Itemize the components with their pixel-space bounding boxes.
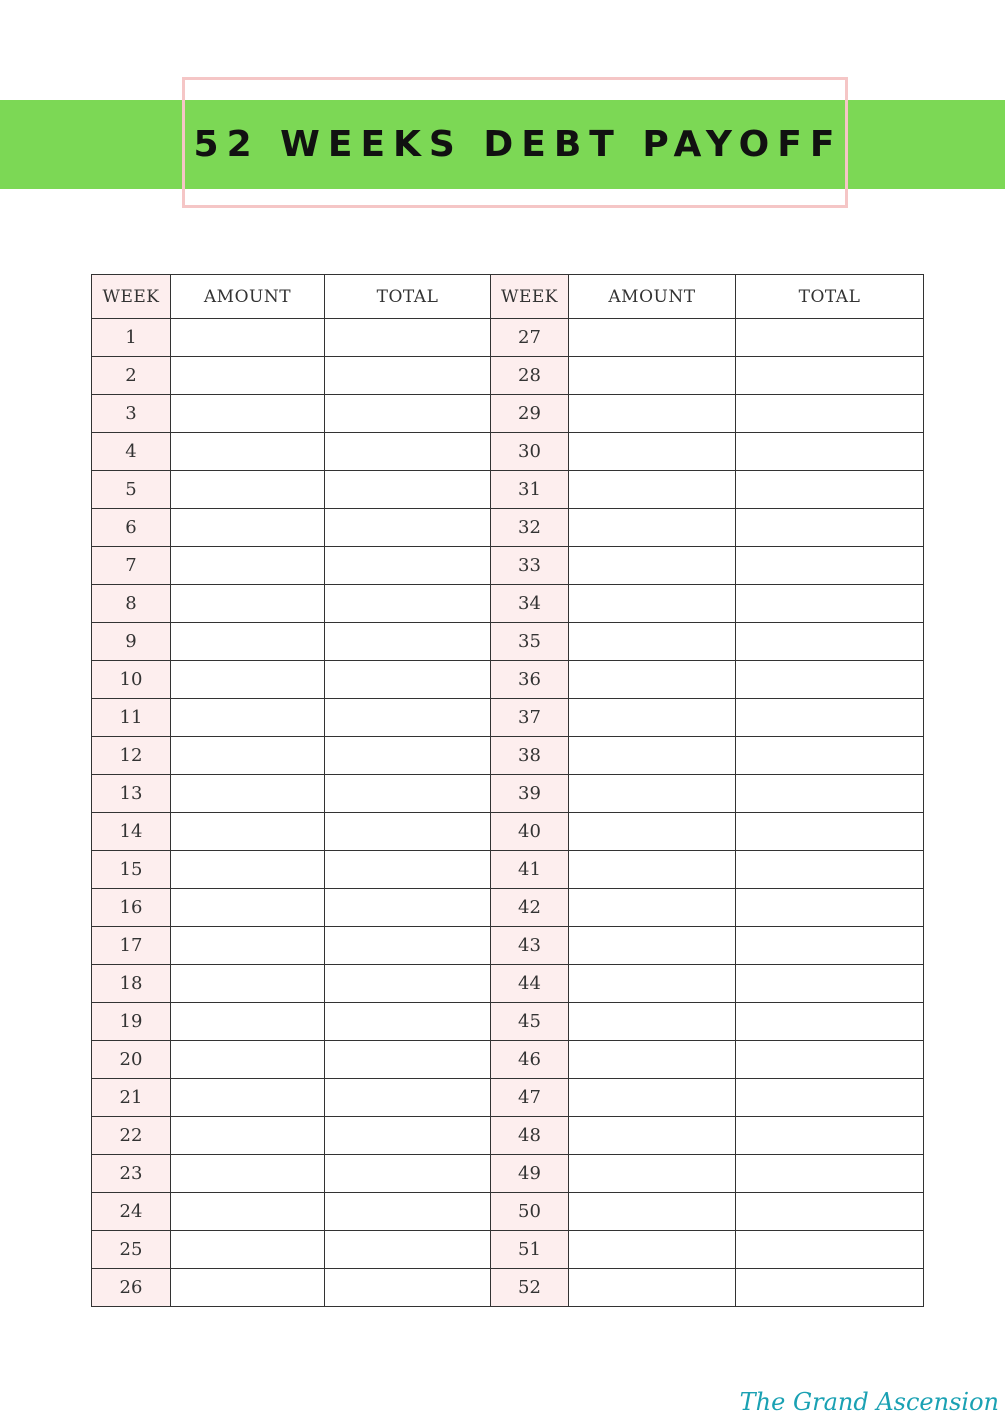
table-row [92, 585, 924, 623]
total-cell[interactable] [325, 889, 491, 927]
week-number: 52 [491, 1269, 569, 1307]
week-number: 23 [92, 1155, 171, 1193]
amount-cell[interactable] [569, 965, 736, 1003]
amount-cell[interactable] [171, 585, 325, 623]
amount-cell[interactable] [569, 1155, 736, 1193]
amount-cell[interactable] [569, 319, 736, 357]
total-cell[interactable] [736, 1155, 924, 1193]
total-cell[interactable] [325, 661, 491, 699]
table-row [92, 547, 924, 585]
total-cell[interactable] [325, 395, 491, 433]
week-number: 42 [491, 889, 569, 927]
amount-cell[interactable] [569, 1193, 736, 1231]
amount-cell[interactable] [171, 357, 325, 395]
week-number: 14 [92, 813, 171, 851]
debt-payoff-table [91, 274, 924, 1307]
amount-cell[interactable] [171, 813, 325, 851]
total-cell[interactable] [736, 547, 924, 585]
amount-cell[interactable] [171, 471, 325, 509]
week-number: 10 [92, 661, 171, 699]
total-cell[interactable] [736, 1269, 924, 1307]
amount-cell[interactable] [171, 1117, 325, 1155]
amount-cell[interactable] [171, 1155, 325, 1193]
table-row [92, 623, 924, 661]
week-number: 33 [491, 547, 569, 585]
amount-cell[interactable] [171, 661, 325, 699]
total-cell[interactable] [736, 1079, 924, 1117]
amount-cell[interactable] [569, 433, 736, 471]
total-cell[interactable] [325, 623, 491, 661]
amount-cell[interactable] [171, 1079, 325, 1117]
amount-cell[interactable] [171, 547, 325, 585]
total-cell[interactable] [325, 471, 491, 509]
total-cell[interactable] [325, 1155, 491, 1193]
amount-cell[interactable] [171, 1269, 325, 1307]
week-number: 41 [491, 851, 569, 889]
amount-cell[interactable] [569, 471, 736, 509]
total-cell[interactable] [736, 699, 924, 737]
week-number: 17 [92, 927, 171, 965]
column-header-week: WEEK [491, 275, 569, 319]
amount-cell[interactable] [569, 813, 736, 851]
total-cell[interactable] [325, 1079, 491, 1117]
table-row [92, 509, 924, 547]
page-title: 52 WEEKS DEBT PAYOFF [193, 124, 843, 165]
table-row [92, 433, 924, 471]
total-cell[interactable] [325, 851, 491, 889]
amount-cell[interactable] [569, 1117, 736, 1155]
week-number: 11 [92, 699, 171, 737]
amount-cell[interactable] [171, 737, 325, 775]
table-row [92, 1155, 924, 1193]
table-row [92, 1231, 924, 1269]
total-cell[interactable] [736, 1003, 924, 1041]
total-cell[interactable] [325, 1269, 491, 1307]
week-number: 15 [92, 851, 171, 889]
total-cell[interactable] [325, 1193, 491, 1231]
total-cell[interactable] [736, 1117, 924, 1155]
amount-cell[interactable] [569, 1269, 736, 1307]
amount-cell[interactable] [171, 433, 325, 471]
total-cell[interactable] [736, 851, 924, 889]
amount-cell[interactable] [171, 927, 325, 965]
week-number: 29 [491, 395, 569, 433]
week-number: 25 [92, 1231, 171, 1269]
total-cell[interactable] [325, 699, 491, 737]
total-cell[interactable] [736, 623, 924, 661]
table-header-row [92, 275, 924, 319]
amount-cell[interactable] [171, 1231, 325, 1269]
amount-cell[interactable] [171, 851, 325, 889]
amount-cell[interactable] [569, 737, 736, 775]
amount-cell[interactable] [171, 699, 325, 737]
week-number: 1 [92, 319, 171, 357]
total-cell[interactable] [325, 737, 491, 775]
amount-cell[interactable] [569, 661, 736, 699]
table-row [92, 699, 924, 737]
total-cell[interactable] [736, 813, 924, 851]
column-header-total: TOTAL [736, 275, 924, 319]
amount-cell[interactable] [171, 1193, 325, 1231]
total-cell[interactable] [736, 737, 924, 775]
table-row [92, 1079, 924, 1117]
week-number: 35 [491, 623, 569, 661]
amount-cell[interactable] [569, 1079, 736, 1117]
table-row [92, 471, 924, 509]
week-number: 20 [92, 1041, 171, 1079]
total-cell[interactable] [736, 1193, 924, 1231]
week-number: 4 [92, 433, 171, 471]
table-row [92, 1003, 924, 1041]
total-cell[interactable] [325, 357, 491, 395]
total-cell[interactable] [736, 509, 924, 547]
amount-cell[interactable] [569, 699, 736, 737]
amount-cell[interactable] [171, 775, 325, 813]
week-number: 19 [92, 1003, 171, 1041]
week-number: 51 [491, 1231, 569, 1269]
week-number: 46 [491, 1041, 569, 1079]
amount-cell[interactable] [569, 851, 736, 889]
table-row [92, 813, 924, 851]
week-number: 37 [491, 699, 569, 737]
total-cell[interactable] [736, 319, 924, 357]
brand-signature: The Grand Ascension [739, 1388, 999, 1416]
table-row [92, 927, 924, 965]
week-number: 49 [491, 1155, 569, 1193]
total-cell[interactable] [325, 1041, 491, 1079]
table-row [92, 1041, 924, 1079]
week-number: 5 [92, 471, 171, 509]
total-cell[interactable] [325, 585, 491, 623]
week-number: 36 [491, 661, 569, 699]
amount-cell[interactable] [569, 395, 736, 433]
week-number: 45 [491, 1003, 569, 1041]
column-header-week: WEEK [92, 275, 171, 319]
week-number: 47 [491, 1079, 569, 1117]
week-number: 7 [92, 547, 171, 585]
week-number: 44 [491, 965, 569, 1003]
total-cell[interactable] [325, 1117, 491, 1155]
week-number: 22 [92, 1117, 171, 1155]
amount-cell[interactable] [171, 319, 325, 357]
amount-cell[interactable] [569, 509, 736, 547]
week-number: 6 [92, 509, 171, 547]
amount-cell[interactable] [171, 1003, 325, 1041]
amount-cell[interactable] [569, 547, 736, 585]
total-cell[interactable] [325, 965, 491, 1003]
table-row [92, 319, 924, 357]
amount-cell[interactable] [569, 927, 736, 965]
total-cell[interactable] [325, 509, 491, 547]
week-number: 28 [491, 357, 569, 395]
amount-cell[interactable] [569, 357, 736, 395]
total-cell[interactable] [325, 1231, 491, 1269]
table-row [92, 357, 924, 395]
week-number: 9 [92, 623, 171, 661]
column-header-amount: AMOUNT [171, 275, 325, 319]
total-cell[interactable] [325, 927, 491, 965]
total-cell[interactable] [736, 889, 924, 927]
total-cell[interactable] [325, 433, 491, 471]
amount-cell[interactable] [569, 775, 736, 813]
week-number: 34 [491, 585, 569, 623]
amount-cell[interactable] [171, 965, 325, 1003]
week-number: 8 [92, 585, 171, 623]
total-cell[interactable] [736, 395, 924, 433]
amount-cell[interactable] [171, 889, 325, 927]
week-number: 12 [92, 737, 171, 775]
table-row [92, 1269, 924, 1307]
table-row [92, 851, 924, 889]
total-cell[interactable] [736, 775, 924, 813]
week-number: 3 [92, 395, 171, 433]
week-number: 18 [92, 965, 171, 1003]
table-row [92, 395, 924, 433]
total-cell[interactable] [325, 775, 491, 813]
week-number: 32 [491, 509, 569, 547]
week-number: 39 [491, 775, 569, 813]
total-cell[interactable] [736, 357, 924, 395]
week-number: 26 [92, 1269, 171, 1307]
total-cell[interactable] [736, 661, 924, 699]
week-number: 38 [491, 737, 569, 775]
table-row [92, 889, 924, 927]
amount-cell[interactable] [569, 1041, 736, 1079]
week-number: 27 [491, 319, 569, 357]
week-number: 31 [491, 471, 569, 509]
column-header-total: TOTAL [325, 275, 491, 319]
amount-cell[interactable] [171, 395, 325, 433]
week-number: 16 [92, 889, 171, 927]
amount-cell[interactable] [569, 1231, 736, 1269]
amount-cell[interactable] [569, 585, 736, 623]
total-cell[interactable] [325, 547, 491, 585]
table-row [92, 965, 924, 1003]
total-cell[interactable] [736, 433, 924, 471]
week-number: 21 [92, 1079, 171, 1117]
week-number: 40 [491, 813, 569, 851]
week-number: 2 [92, 357, 171, 395]
amount-cell[interactable] [569, 623, 736, 661]
amount-cell[interactable] [171, 1041, 325, 1079]
table-row [92, 661, 924, 699]
table-row [92, 737, 924, 775]
amount-cell[interactable] [171, 509, 325, 547]
week-number: 24 [92, 1193, 171, 1231]
week-number: 50 [491, 1193, 569, 1231]
total-cell[interactable] [325, 319, 491, 357]
amount-cell[interactable] [171, 623, 325, 661]
total-cell[interactable] [736, 1231, 924, 1269]
column-header-amount: AMOUNT [569, 275, 736, 319]
table-row [92, 1193, 924, 1231]
week-number: 48 [491, 1117, 569, 1155]
total-cell[interactable] [736, 1041, 924, 1079]
table-row [92, 775, 924, 813]
amount-cell[interactable] [569, 1003, 736, 1041]
week-number: 43 [491, 927, 569, 965]
total-cell[interactable] [736, 585, 924, 623]
week-number: 13 [92, 775, 171, 813]
amount-cell[interactable] [569, 889, 736, 927]
total-cell[interactable] [736, 471, 924, 509]
week-number: 30 [491, 433, 569, 471]
total-cell[interactable] [736, 927, 924, 965]
table-body [92, 319, 924, 1307]
total-cell[interactable] [325, 1003, 491, 1041]
total-cell[interactable] [325, 813, 491, 851]
total-cell[interactable] [736, 965, 924, 1003]
table-row [92, 1117, 924, 1155]
